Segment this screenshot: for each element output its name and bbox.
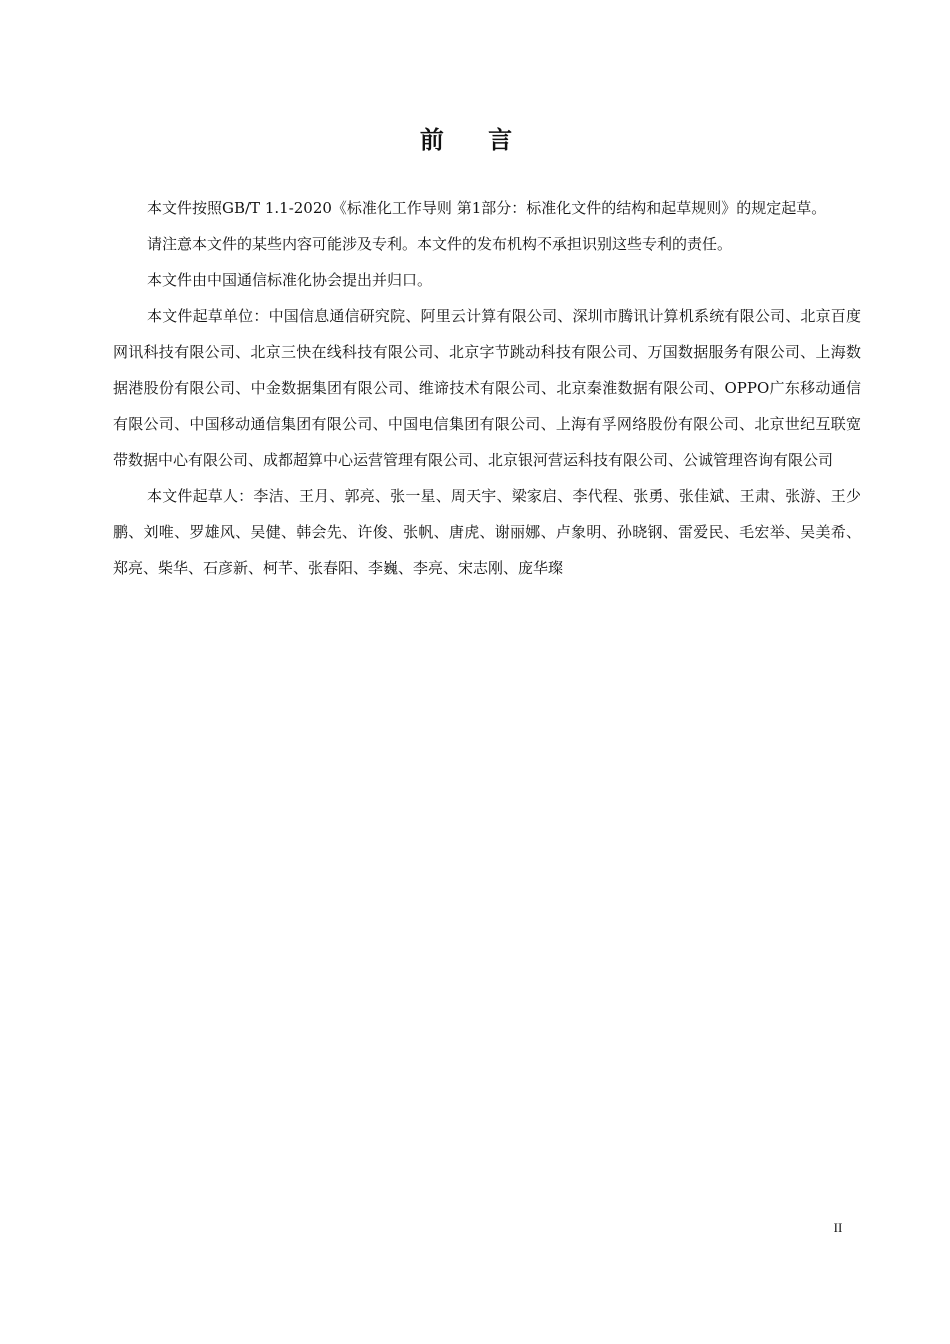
paragraph-patent-notice: 请注意本文件的某些内容可能涉及专利。本文件的发布机构不承担识别这些专利的责任。 (147, 235, 733, 253)
paragraph-drafters: 本文件起草人：李洁、王月、郭亮、张一星、周天宇、梁家启、李代程、张勇、张佳斌、王肃、张游、王少鹏、刘唯、罗雄风、吴健、韩会先、许俊、张帆、唐虎、谢丽娜、卢象明、孙晓钢、雷爱民、毛宏举、吴美希、郑亮、柴华、石彦新、柯芊、张春阳、李巍、李亮、宋志刚、庞华璨 (113, 487, 861, 577)
paragraph-proposer: 本文件由中国通信标准化协会提出并归口。 (147, 271, 433, 289)
paragraph-drafting-rules: 本文件按照GB/T 1.1-2020《标准化工作导则 第1部分：标准化文件的结构和起草规则》的规定起草。 (147, 199, 827, 217)
page-number: II (833, 1220, 843, 1235)
page-title: 前 言 (419, 126, 531, 154)
paragraph-drafting-units: 本文件起草单位：中国信息通信研究院、阿里云计算有限公司、深圳市腾讯计算机系统有限公司、北京百度网讯科技有限公司、北京三快在线科技有限公司、北京字节跳动科技有限公司、万国数据服务有限公司、上海数据港股份有限公司、中金数据集团有限公司、维谛技术有限公司、北京秦淮数据有限公司、OPPO广东移动通信有限公司、中国移动通信集团有限公司、中国电信集团有限公司、上海有孚网络股份有限公司、北京世纪互联宽带数据中心有限公司、成都超算中心运营管理有限公司、北京银河营运科技有限公司、公诚管理咨询有限公司 (113, 307, 861, 469)
foreword-body (113, 190, 861, 586)
